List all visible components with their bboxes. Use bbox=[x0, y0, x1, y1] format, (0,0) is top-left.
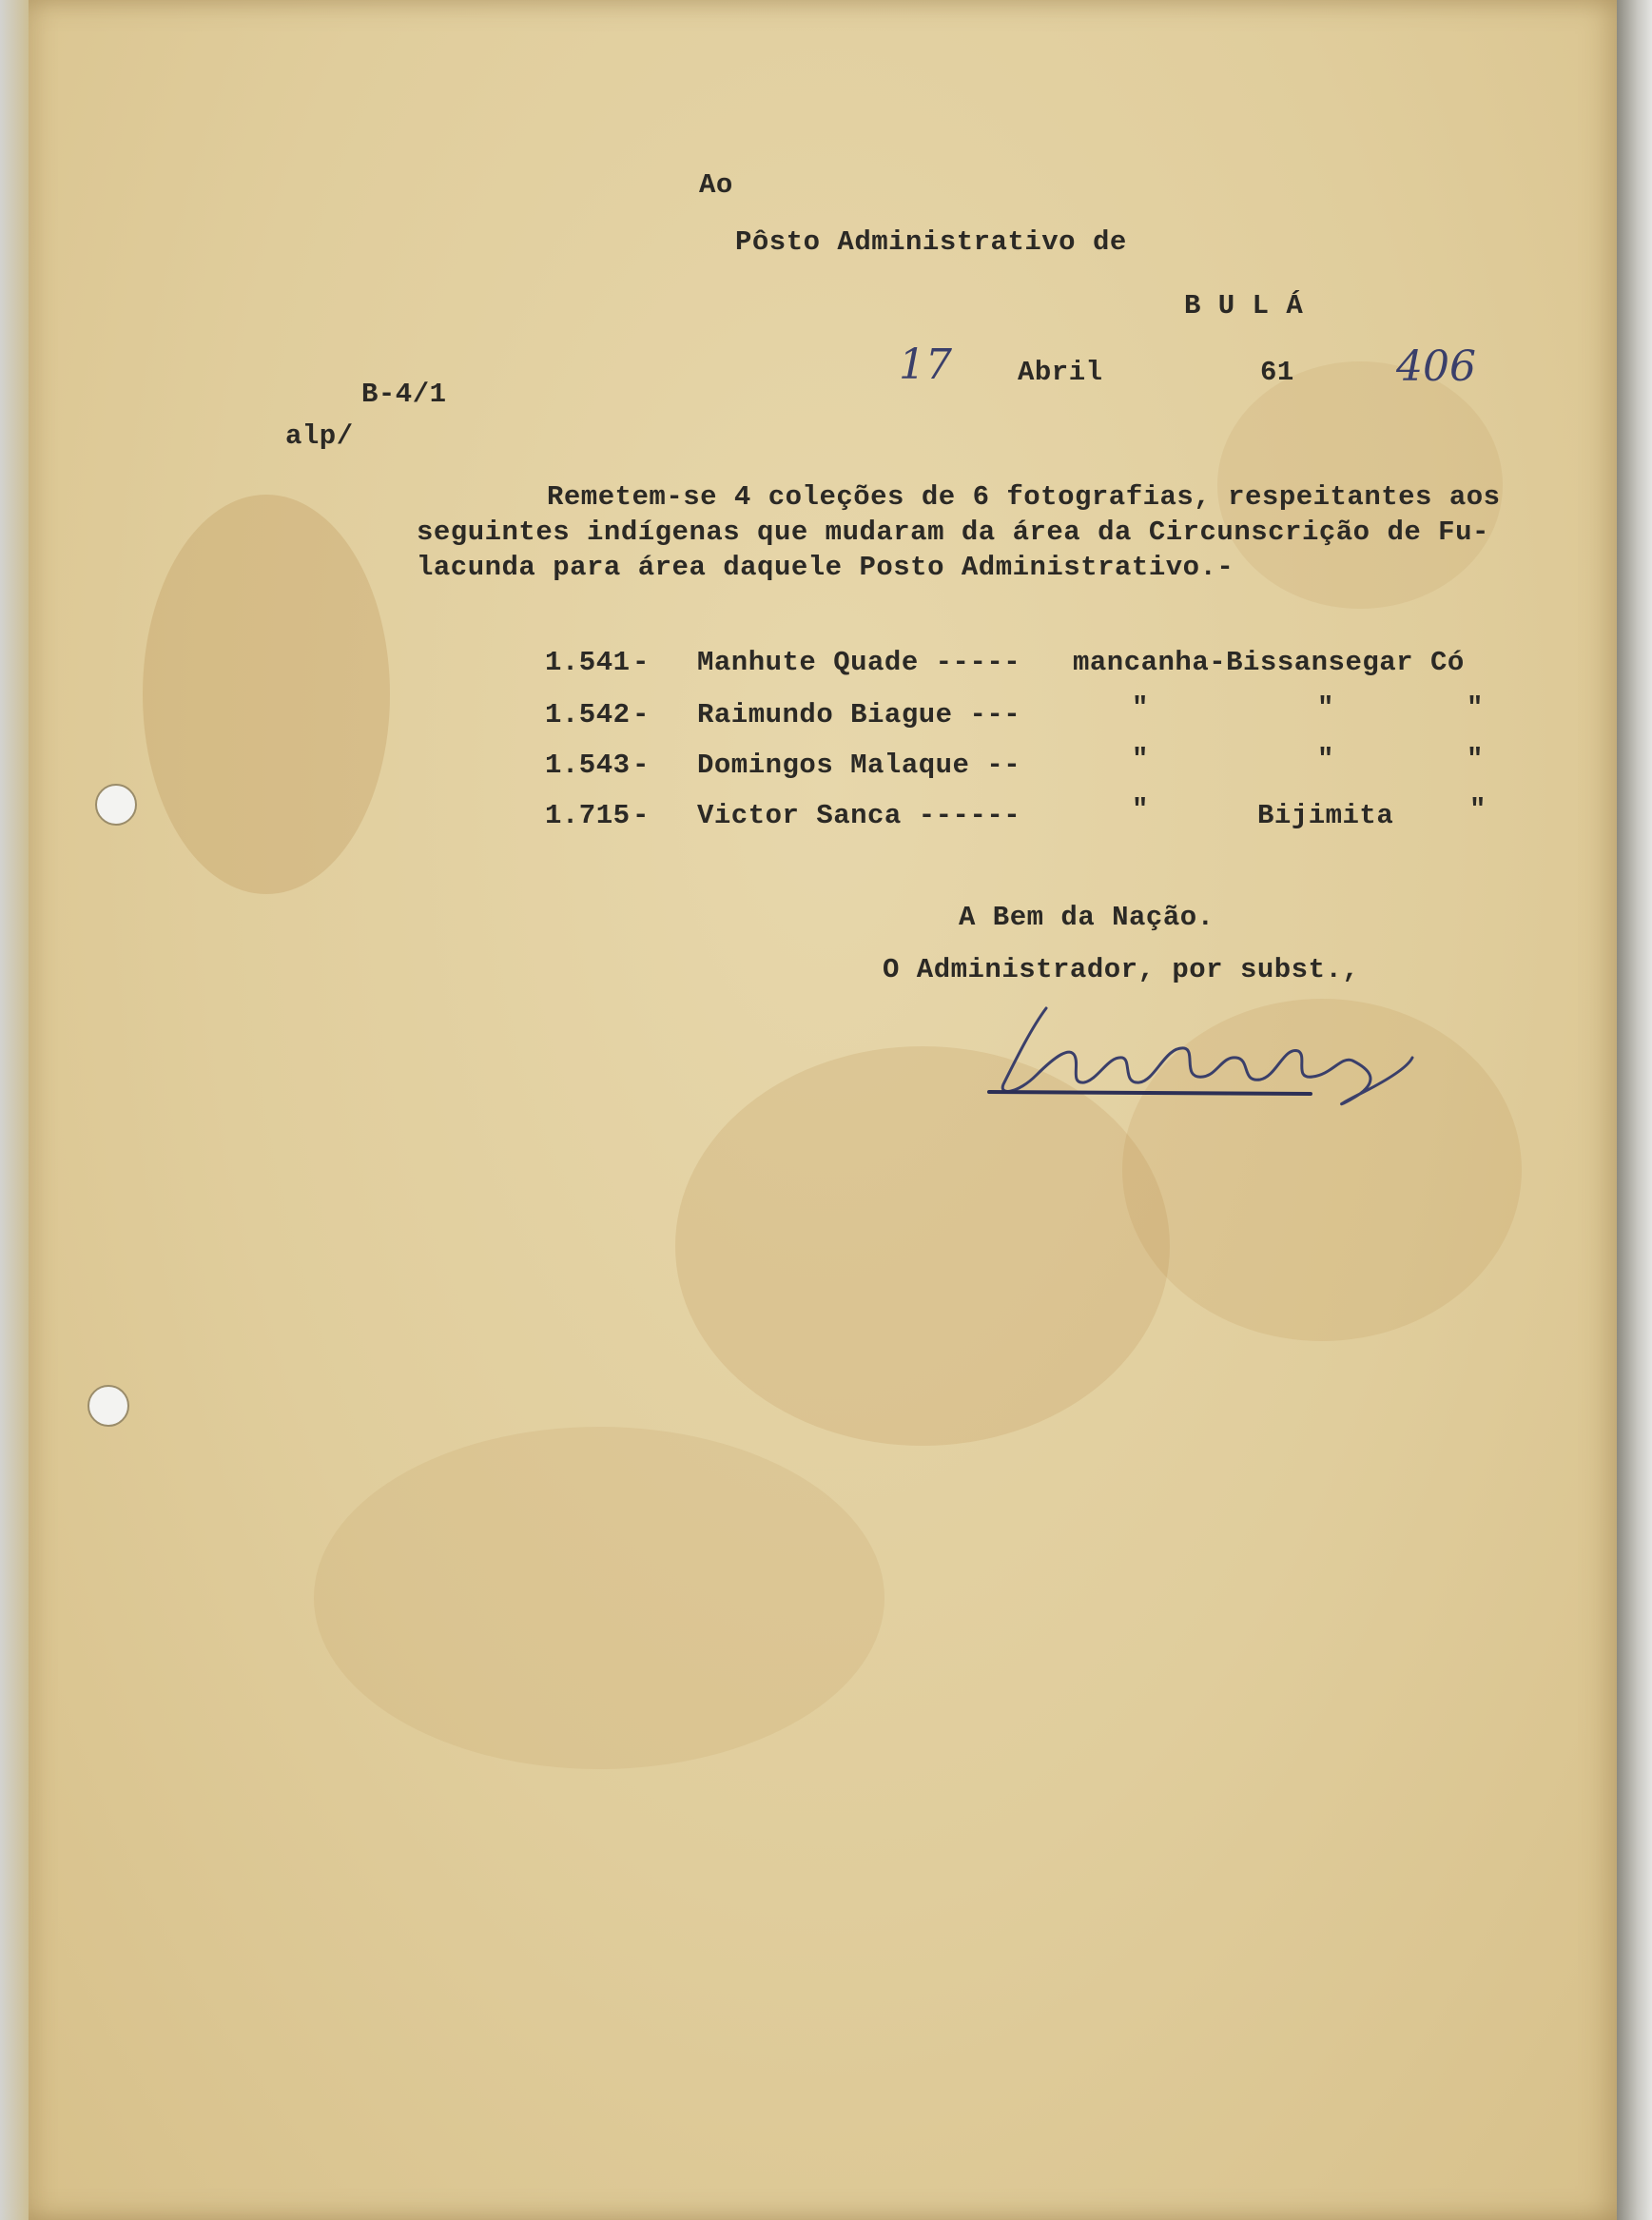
ditto-mark: " bbox=[1317, 744, 1334, 775]
scan-right-edge bbox=[1617, 0, 1652, 2220]
handwritten-signature bbox=[980, 989, 1427, 1132]
ditto-mark: " bbox=[1467, 744, 1484, 775]
list-item-name: Manhute Quade ----- bbox=[697, 647, 1021, 678]
addressee-line1: Ao bbox=[699, 169, 733, 201]
list-item-place: Bijimita bbox=[1257, 800, 1394, 831]
list-item-dash: - bbox=[632, 800, 650, 831]
closing-salutation: A Bem da Nação. bbox=[959, 902, 1215, 933]
list-item-dash: - bbox=[632, 647, 650, 678]
list-item-name: Raimundo Biague --- bbox=[697, 699, 1021, 730]
body-line-2: seguintes indígenas que mudaram da área da Circunscrição de Fu- bbox=[417, 516, 1489, 548]
list-item-dash: - bbox=[632, 750, 650, 781]
list-item-place: mancanha-Bissansegar Có bbox=[1073, 647, 1465, 678]
reference-initials: alp/ bbox=[285, 420, 354, 452]
addressee-line2: Pôsto Administrativo de bbox=[735, 226, 1127, 258]
date-month: Abril bbox=[1018, 357, 1103, 388]
body-line-3: lacunda para área daquele Posto Administrativo.- bbox=[417, 552, 1234, 583]
ditto-mark: " bbox=[1132, 692, 1149, 724]
ditto-mark: " bbox=[1132, 794, 1149, 826]
ditto-mark: " bbox=[1467, 692, 1484, 724]
addressee-place: B U L Á bbox=[1184, 290, 1304, 321]
list-item-number: 1.541 bbox=[545, 647, 631, 678]
list-item-number: 1.543 bbox=[545, 750, 631, 781]
list-item-name: Domingos Malaque -- bbox=[697, 750, 1021, 781]
punch-hole-bottom bbox=[87, 1385, 129, 1427]
list-item-number: 1.715 bbox=[545, 800, 631, 831]
list-item-number: 1.542 bbox=[545, 699, 631, 730]
list-item-dash: - bbox=[632, 699, 650, 730]
ditto-mark: " bbox=[1132, 744, 1149, 775]
document-number: 406 bbox=[1396, 342, 1476, 391]
ditto-mark: " bbox=[1317, 692, 1334, 724]
reference-code: B-4/1 bbox=[361, 379, 447, 410]
date-year: 61 bbox=[1260, 357, 1294, 388]
list-item-name: Victor Sanca ------ bbox=[697, 800, 1021, 831]
body-line-1: Remetem-se 4 coleções de 6 fotografias, respeitantes aos bbox=[547, 481, 1501, 513]
closing-signatory: O Administrador, por subst., bbox=[883, 954, 1360, 985]
date-day: 17 bbox=[899, 341, 952, 389]
ditto-mark: " bbox=[1469, 794, 1487, 826]
punch-hole-top bbox=[95, 784, 137, 826]
scan-left-edge bbox=[0, 0, 29, 2220]
